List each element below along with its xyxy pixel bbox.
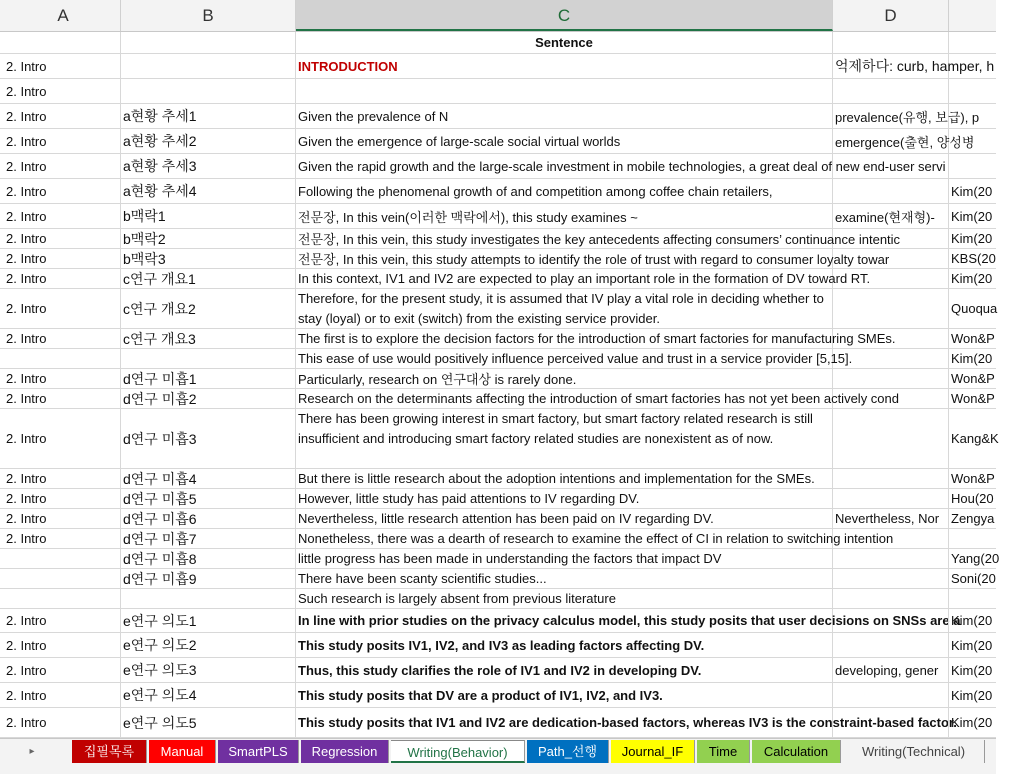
column-header-e[interactable]	[949, 0, 996, 31]
table-row	[0, 204, 996, 229]
cell-b[interactable]: c연구 개요2	[121, 289, 296, 328]
cell-a[interactable]: 2. Intro	[0, 204, 121, 228]
cell-c[interactable]: little progress has been made in understanding the factors that impact DV	[296, 549, 833, 568]
table-row	[0, 349, 996, 369]
cell-a[interactable]: 2. Intro	[0, 509, 121, 528]
cell-c[interactable]: Given the rapid growth and the large-scale investment in mobile technologies, a great deal of new end-user servi	[296, 154, 833, 178]
cell-a[interactable]: 2. Intro	[0, 154, 121, 178]
cell-a[interactable]: 2. Intro	[0, 329, 121, 348]
cell-b[interactable]: e연구 의도1	[121, 609, 296, 632]
cell-b[interactable]: e연구 의도4	[121, 683, 296, 707]
cell-d[interactable]: Nevertheless, Nor	[833, 509, 949, 528]
table-row	[0, 708, 996, 738]
cell-e[interactable]: Kim(20	[951, 271, 993, 286]
cell-b[interactable]: a현황 추세1	[121, 104, 296, 128]
table-row	[0, 658, 996, 683]
cell-d[interactable]: emergence(출현, 양성병	[833, 129, 949, 153]
cell-e[interactable]: Won&P	[951, 331, 995, 346]
cell-e[interactable]: Kang&K	[951, 431, 999, 446]
cell-a[interactable]: 2. Intro	[0, 469, 121, 488]
cell-b[interactable]: c연구 개요3	[121, 329, 296, 348]
cell-b[interactable]: d연구 미흡6	[121, 509, 296, 528]
cell-c[interactable]: Research on the determinants affecting the introduction of smart factories has not yet been actively cond	[298, 391, 899, 406]
cell-b[interactable]: d연구 미흡3	[121, 409, 296, 468]
cell-d[interactable]	[833, 79, 949, 103]
cell-d[interactable]	[833, 329, 949, 348]
table-row	[0, 129, 996, 154]
cell-c[interactable]: There has been growing interest in smart factory, but smart factory related research is still insufficient and introducing smart factory related studies are nonexistent as of now.	[296, 409, 833, 468]
cell-d[interactable]: examine(현재형)-	[833, 204, 949, 228]
sheet-tab[interactable]: Calculation	[752, 740, 841, 763]
cell-b[interactable]: a현황 추세4	[121, 179, 296, 203]
cell-c[interactable]: The first is to explore the decision factors for the introduction of smart factories for manufacturing SMEs.	[298, 331, 896, 346]
cell-b[interactable]: e연구 의도3	[121, 658, 296, 682]
cell-e[interactable]: Quoqua	[951, 301, 998, 316]
cell-a[interactable]: 2. Intro	[0, 658, 121, 682]
table-row	[0, 269, 996, 289]
cell-b[interactable]: b맥락2	[121, 229, 296, 248]
table-row	[0, 229, 996, 249]
cell-e[interactable]: Kim(20	[951, 662, 993, 678]
column-header-d[interactable]: D	[833, 0, 949, 31]
cell-e[interactable]	[949, 129, 1009, 153]
cell-a[interactable]: 2. Intro	[0, 409, 121, 468]
cell-c[interactable]: This study posits that IV1 and IV2 are dedication-based factors, whereas IV3 is the constraint-based factor.	[296, 708, 833, 737]
cell-c[interactable]: This study posits IV1, IV2, and IV3 as leading factors affecting DV.	[296, 633, 833, 657]
cell-b[interactable]: d연구 미흡2	[121, 389, 296, 408]
table-row	[0, 633, 996, 658]
cell-d[interactable]	[833, 289, 949, 328]
cell-b[interactable]	[121, 79, 296, 103]
cell-c[interactable]: Given the prevalence of N	[296, 104, 833, 128]
table-row	[0, 609, 996, 633]
sheet-tab[interactable]: SmartPLS	[218, 740, 299, 763]
cell-d[interactable]	[833, 708, 949, 737]
cell-c[interactable]: Nevertheless, little research attention has been paid on IV regarding DV.	[296, 509, 833, 528]
cell-a[interactable]	[0, 349, 121, 368]
cell-d[interactable]	[833, 269, 949, 288]
cell-b[interactable]	[121, 54, 296, 78]
table-row	[0, 32, 996, 54]
cell-e[interactable]: Won&P	[951, 471, 995, 486]
table-row	[0, 589, 996, 609]
table-row	[0, 389, 996, 409]
cell-e[interactable]: Kim(20	[951, 715, 993, 730]
cell-d[interactable]: prevalence(유행, 보급), p	[833, 104, 949, 128]
cell-e[interactable]: Kim(20	[951, 208, 993, 224]
table-row	[0, 529, 996, 549]
spreadsheet-grid	[0, 32, 1000, 738]
column-header-bar	[0, 0, 996, 32]
cell-e[interactable]: Hou(20	[951, 491, 994, 506]
cell-e[interactable]: Kim(20	[951, 351, 993, 366]
cell-b[interactable]: d연구 미흡8	[121, 549, 296, 568]
cell-d[interactable]	[833, 489, 949, 508]
cell-d[interactable]	[833, 229, 949, 248]
cell-a[interactable]: 2. Intro	[0, 389, 121, 408]
cell-c[interactable]: Sentence	[296, 32, 833, 53]
sheet-tab[interactable]: Path_선행	[527, 740, 609, 763]
cell-a[interactable]: 2. Intro	[0, 529, 121, 548]
cell-e[interactable]	[949, 54, 1009, 78]
cell-a[interactable]: 2. Intro	[0, 129, 121, 153]
cell-c[interactable]: Nonetheless, there was a dearth of research to examine the effect of CI in relation to switching intention	[298, 531, 894, 546]
cell-b[interactable]	[121, 32, 296, 53]
cell-d[interactable]	[833, 469, 949, 488]
cell-b[interactable]: c연구 개요1	[121, 269, 296, 288]
cell-d[interactable]	[833, 369, 949, 388]
cell-c[interactable]: This study posits that DV are a product of IV1, IV2, and IV3.	[296, 683, 833, 707]
cell-b[interactable]	[121, 349, 296, 368]
cell-b[interactable]: d연구 미흡4	[121, 469, 296, 488]
cell-c[interactable]: In line with prior studies on the privacy calculus model, this study posits that user decisions on SNSs are a	[296, 609, 833, 632]
cell-d[interactable]	[833, 683, 949, 707]
cell-a[interactable]: 2. Intro	[0, 179, 121, 203]
cell-e[interactable]	[949, 32, 1009, 53]
cell-e[interactable]: Soni(20	[951, 571, 996, 586]
table-row	[0, 469, 996, 489]
cell-c[interactable]: 전문장, In this vein(이러한 맥락에서), this study examines ~	[296, 204, 833, 228]
sheet-tab[interactable]: 집필목록	[72, 740, 147, 763]
table-row	[0, 369, 996, 389]
cell-b[interactable]	[121, 589, 296, 608]
cell-e[interactable]: Kim(20	[951, 183, 993, 199]
cell-d[interactable]	[833, 154, 949, 178]
table-row	[0, 54, 996, 79]
cell-e[interactable]	[949, 104, 1009, 128]
cell-c[interactable]: However, little study has paid attentions to IV regarding DV.	[296, 489, 833, 508]
cell-e[interactable]	[949, 79, 1009, 103]
cell-c[interactable]: Such research is largely absent from previous literature	[296, 589, 833, 608]
cell-a[interactable]: 2. Intro	[0, 708, 121, 737]
cell-d[interactable]: developing, gener	[833, 658, 949, 682]
cell-d[interactable]	[833, 179, 949, 203]
cell-e[interactable]	[949, 589, 1009, 608]
cell-c[interactable]: Particularly, research on 연구대상 is rarely done.	[296, 369, 833, 388]
cell-c[interactable]: INTRODUCTION	[296, 54, 833, 78]
cell-e[interactable]: Won&P	[951, 391, 995, 406]
cell-a[interactable]: 2. Intro	[0, 104, 121, 128]
cell-e[interactable]: Kim(20	[951, 613, 993, 628]
cell-b[interactable]: d연구 미흡5	[121, 489, 296, 508]
cell-a[interactable]: 2. Intro	[0, 633, 121, 657]
cell-b[interactable]: b맥락1	[121, 204, 296, 228]
cell-e[interactable]: Won&P	[951, 371, 995, 386]
cell-d[interactable]	[833, 409, 949, 468]
table-row	[0, 104, 996, 129]
tab-scroll-right-icon[interactable]: ▸	[29, 746, 35, 757]
cell-a[interactable]: 2. Intro	[0, 269, 121, 288]
cell-c[interactable]: 전문장, In this vein, this study attempts to identify the role of trust with regard to consumer loyalty towar	[296, 249, 833, 268]
cell-e[interactable]: Kim(20	[951, 231, 993, 246]
sheet-tab[interactable]: Writing(Behavior)	[391, 740, 525, 763]
cell-a[interactable]: 2. Intro	[0, 683, 121, 707]
cell-a[interactable]	[0, 569, 121, 588]
cell-c[interactable]: Therefore, for the present study, it is assumed that IV play a vital role in deciding whether to stay (loyal) or to exit (switch) from the existing service provider.	[296, 289, 833, 328]
sheet-tab[interactable]: Journal_IF	[611, 740, 695, 763]
cell-d[interactable]	[833, 633, 949, 657]
cell-b[interactable]: a현황 추세2	[121, 129, 296, 153]
cell-b[interactable]: b맥락3	[121, 249, 296, 268]
table-row	[0, 179, 996, 204]
cell-b[interactable]: d연구 미흡7	[121, 529, 296, 548]
table-row	[0, 549, 1000, 569]
cell-c[interactable]: 전문장, In this vein, this study investigates the key antecedents affecting consumers’ continuance intentic	[296, 229, 833, 248]
cell-e[interactable]: Zengya	[951, 511, 995, 526]
cell-a[interactable]: 2. Intro	[0, 369, 121, 388]
cell-b[interactable]: e연구 의도5	[121, 708, 296, 737]
column-header-b[interactable]: B	[121, 0, 296, 31]
cell-d[interactable]	[833, 249, 949, 268]
cell-a[interactable]	[0, 32, 121, 53]
cell-c[interactable]: Thus, this study clarifies the role of IV1 and IV2 in developing DV.	[296, 658, 833, 682]
column-header-c[interactable]: C	[296, 0, 833, 31]
cell-a[interactable]	[0, 589, 121, 608]
table-row	[0, 79, 996, 104]
sheet-tab[interactable]: Time	[697, 740, 750, 763]
cell-c[interactable]: In this context, IV1 and IV2 are expected to play an important role in the formation of DV toward RT.	[298, 271, 871, 286]
table-row	[0, 489, 996, 509]
cell-a[interactable]: 2. Intro	[0, 609, 121, 632]
sheet-tab[interactable]: Manual	[149, 740, 216, 763]
table-row	[0, 569, 996, 589]
cell-d[interactable]	[833, 549, 949, 568]
cell-a[interactable]: 2. Intro	[0, 289, 121, 328]
cell-d[interactable]	[833, 569, 949, 588]
cell-a[interactable]	[0, 549, 121, 568]
cell-a[interactable]: 2. Intro	[0, 229, 121, 248]
cell-c[interactable]: There have been scanty scientific studies...	[296, 569, 833, 588]
cell-b[interactable]: e연구 의도2	[121, 633, 296, 657]
cell-c[interactable]: But there is little research about the adoption intentions and implementation for the SMEs.	[296, 469, 833, 488]
table-row	[0, 683, 996, 708]
cell-d[interactable]: 억제하다: curb, hamper, h	[833, 54, 949, 78]
cell-b[interactable]: d연구 미흡1	[121, 369, 296, 388]
sheet-tab[interactable]: Regression	[301, 740, 389, 763]
table-row	[0, 509, 996, 529]
column-header-a[interactable]: A	[0, 0, 121, 31]
cell-b[interactable]: d연구 미흡9	[121, 569, 296, 588]
cell-b[interactable]: a현황 추세3	[121, 154, 296, 178]
cell-d[interactable]	[833, 32, 949, 53]
sheet-tab[interactable]: Writing(Technical)	[843, 740, 985, 763]
cell-a[interactable]: 2. Intro	[0, 54, 121, 78]
cell-e[interactable]: Kim(20	[951, 637, 993, 653]
cell-e[interactable]	[949, 154, 1009, 178]
cell-d[interactable]	[833, 609, 949, 632]
cell-a[interactable]: 2. Intro	[0, 489, 121, 508]
cell-a[interactable]: 2. Intro	[0, 79, 121, 103]
cell-d[interactable]	[833, 589, 949, 608]
cell-e[interactable]: Kim(20	[951, 687, 993, 703]
table-row	[0, 409, 999, 469]
cell-c[interactable]: This ease of use would positively influence perceived value and trust in a service provider [5,15].	[298, 351, 853, 366]
cell-c[interactable]	[296, 79, 833, 103]
cell-c[interactable]: Following the phenomenal growth of and competition among coffee chain retailers,	[296, 179, 833, 203]
cell-d[interactable]	[833, 529, 949, 548]
cell-d[interactable]	[833, 389, 949, 408]
table-row	[0, 289, 996, 329]
table-row	[0, 154, 996, 179]
cell-e[interactable]: Yang(20	[951, 551, 1000, 566]
cell-c[interactable]: Given the emergence of large-scale social virtual worlds	[296, 129, 833, 153]
cell-e[interactable]	[949, 529, 1009, 548]
table-row	[0, 329, 996, 349]
table-row	[0, 249, 996, 269]
sheet-tab-bar	[0, 738, 996, 774]
cell-d[interactable]	[833, 349, 949, 368]
cell-a[interactable]: 2. Intro	[0, 249, 121, 268]
cell-e[interactable]: KBS(20	[951, 251, 996, 266]
